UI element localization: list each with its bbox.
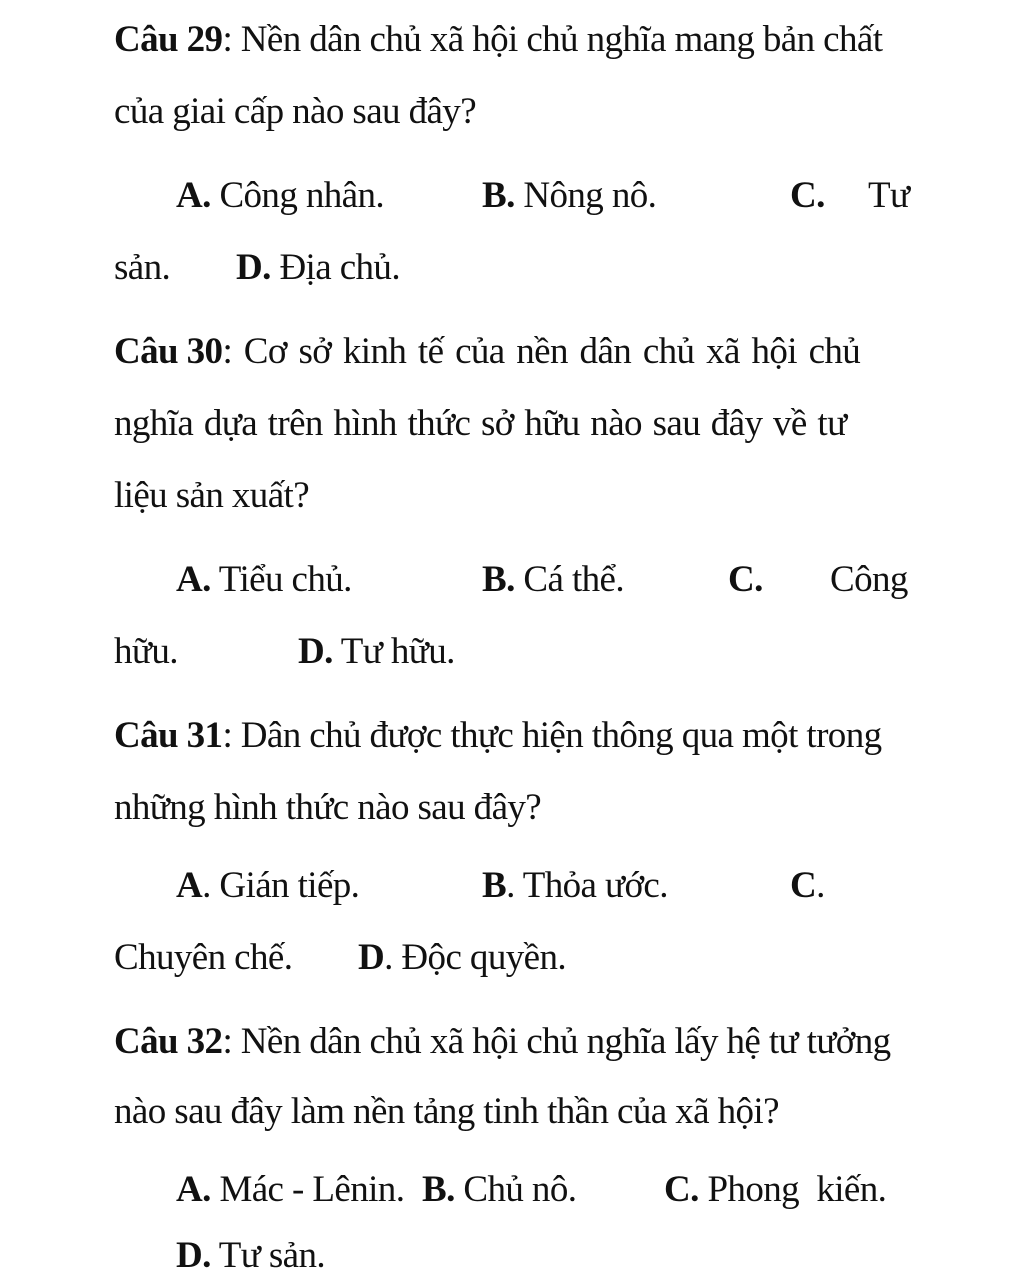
question-31-option-a: A. Gián tiếp. xyxy=(176,865,360,906)
question-32-stem-start: Câu 32: Nền dân chủ xã hội chủ nghĩa lấy hệ tư tưởng xyxy=(114,1021,891,1062)
question-29-option-c-cont: sản. xyxy=(114,247,171,288)
question-32-option-d: D. Tư sản. xyxy=(176,1235,326,1276)
question-29-stem: : Nền dân chủ xã hội chủ nghĩa mang bản chất xyxy=(222,19,883,60)
question-29-stem-line-2 xyxy=(0,82,1024,142)
question-31-options-row-2 xyxy=(0,928,1024,988)
question-30-stem-line-2 xyxy=(0,394,1024,454)
question-29-label: Câu 29 xyxy=(114,19,223,60)
question-31-stem-start: Câu 31: Dân chủ được thực hiện thông qua một trong xyxy=(114,715,882,756)
question-30-option-b: B. Cá thể. xyxy=(482,559,624,600)
question-30-stem-cont-1: nghĩa dựa trên hình thức sở hữu nào sau đây về tư xyxy=(114,403,847,444)
question-32-stem-cont: nào sau đây làm nền tảng tinh thần của xã hội? xyxy=(114,1091,779,1132)
question-32-option-c: C. Phong kiến. xyxy=(664,1169,887,1210)
question-30-option-c-cont: hữu. xyxy=(114,631,178,672)
question-31-label: Câu 31 xyxy=(114,715,223,756)
question-31-option-b: B. Thỏa ước. xyxy=(482,865,668,906)
question-30-option-a: A. Tiểu chủ. xyxy=(176,559,352,600)
question-31-stem-cont: những hình thức nào sau đây? xyxy=(114,787,542,828)
question-32-option-b: B. Chủ nô. xyxy=(422,1169,577,1210)
question-30-option-d: D. Tư hữu. xyxy=(298,631,455,672)
question-31-option-c-cont: Chuyên chế. xyxy=(114,937,293,978)
question-29-stem-cont: của giai cấp nào sau đây? xyxy=(114,91,477,132)
question-30-options-row-1 xyxy=(0,550,1024,610)
question-32-option-a: A. Mác - Lênin. xyxy=(176,1169,405,1210)
question-29-options-row-2 xyxy=(0,238,1024,298)
question-30-stem-cont-2: liệu sản xuất? xyxy=(114,475,310,516)
question-30-stem-start: Câu 30: Cơ sở kinh tế của nền dân chủ xã hội chủ xyxy=(114,331,861,372)
question-31-option-d: D. Độc quyền. xyxy=(358,937,566,978)
question-32-stem-line-1 xyxy=(0,1012,1024,1072)
question-32-label: Câu 32 xyxy=(114,1021,223,1062)
question-30-options-row-2 xyxy=(0,622,1024,682)
question-29-option-c-key: C. xyxy=(790,175,825,216)
question-29-option-c-text: Tư xyxy=(868,175,910,216)
question-32-stem-line-2 xyxy=(0,1082,1024,1142)
question-30-stem-line-3 xyxy=(0,466,1024,526)
question-31-stem-line-2 xyxy=(0,778,1024,838)
question-30-option-c-key: C. xyxy=(728,559,763,600)
question-31-options-row-1 xyxy=(0,856,1024,916)
question-31-option-c: C. xyxy=(790,865,825,906)
question-31-stem-line-1 xyxy=(0,706,1024,766)
question-29-option-b: B. Nông nô. xyxy=(482,175,657,216)
question-32-options-row-1 xyxy=(0,1160,1024,1220)
question-30-stem-line-1 xyxy=(0,322,1024,382)
question-29-option-a: A. Công nhân. xyxy=(176,175,385,216)
question-30-label: Câu 30 xyxy=(114,331,223,372)
question-29-option-d: D. Địa chủ. xyxy=(236,247,400,288)
question-32-options-row-2 xyxy=(0,1226,1024,1286)
question-30-option-c-text: Công xyxy=(830,559,908,600)
question-29-options-row-1 xyxy=(0,166,1024,226)
question-29-stem-line-1 xyxy=(0,10,1024,70)
